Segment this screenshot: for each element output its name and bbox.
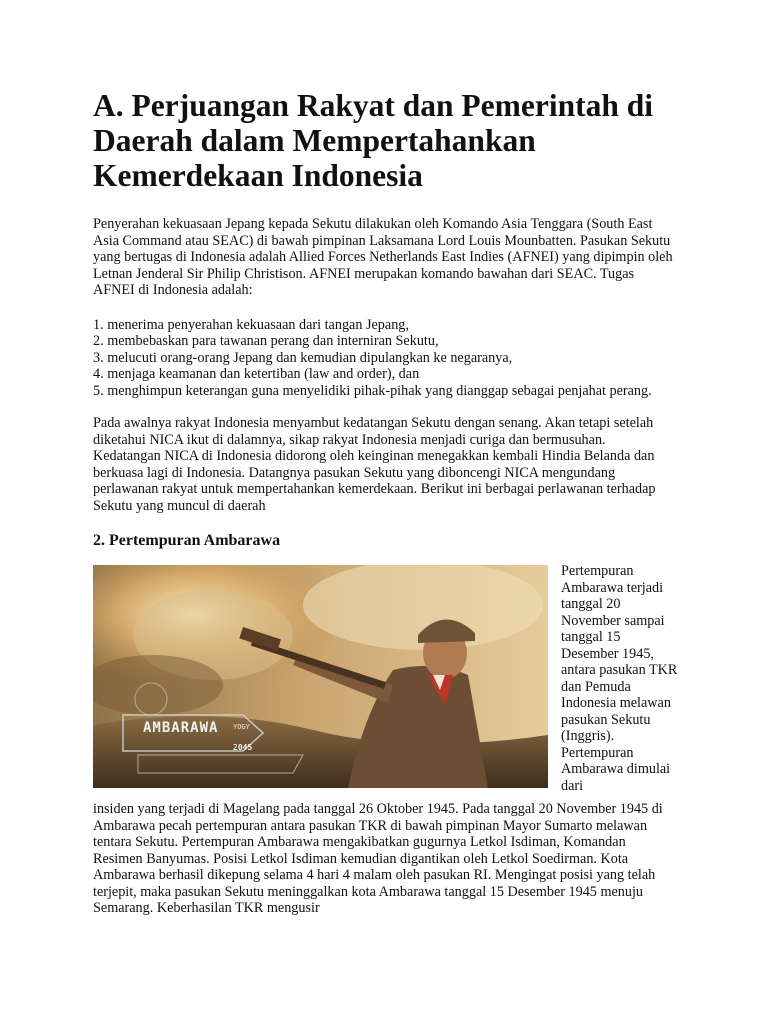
list-item: 3. melucuti orang-orang Jepang dan kemudian dipulangkan ke negaranya, [93, 349, 513, 366]
continuation-paragraph: insiden yang terjadi di Magelang pada tanggal 26 Oktober 1945. Pada tanggal 20 November 1945 di Ambarawa pecah pertempuran antara pasukan TKR di bawah pimpinan Mayor Sumarto melawan tentara Sekutu. Pertempuran Ambarawa mengakibatkan gugurnya Letkol Isdiman, Komandan Resimen Banyumas. Posisi Letkol Isdiman kemudian digantikan oleh Letkol Soedirman. Kota Ambarawa berhasil dikepung selama 4 hari 4 malam oleh pasukan RI. Mengingat posisi yang telah terjepit, maka pasukan Sekutu meninggalkan kota Ambarawa tanggal 15 Desember 1945 menuju Semarang. Keberhasilan TKR mengusir [93, 801, 663, 916]
figure-row [93, 563, 678, 794]
list-item: 5. menghimpun keterangan guna menyelidiki pihak-pihak yang dianggap sebagai penjahat perang. [93, 382, 652, 399]
list-item: 1. menerima penyerahan kekuasaan dari tangan Jepang, [93, 316, 409, 333]
intro-paragraph: Penyerahan kekuasaan Jepang kepada Sekutu dilakukan oleh Komando Asia Tenggara (South East Asia Command atau SEAC) di bawah pimpinan Laksamana Lord Louis Mounbatten. Pasukan Sekutu yang bertugas di Indonesia adalah Allied Forces Netherlands East Indies (AFNEI) yang dipimpin oleh Letnan Jenderal Sir Philip Christison. AFNEI merupakan komando bawahan dari SEAC. Tugas AFNEI di Indonesia adalah: [93, 216, 673, 298]
photo-overlay-title: AMBARAWA [143, 720, 219, 736]
photo-overlay-year: 2045 [233, 743, 253, 752]
nica-paragraph: Pada awalnya rakyat Indonesia menyambut kedatangan Sekutu dengan senang. Akan tetapi setelah diketahui NICA ikut di dalamnya, sikap rakyat Indonesia menjadi curiga dan bermusuhan. Kedatangan NICA di Indonesia didorong oleh keinginan menegakkan kembali Hindia Belanda dan berkuasa lagi di Indonesia. Datangnya pasukan Sekutu yang diboncengi NICA mengundang perlawanan rakyat untuk mempertahankan kemerdekaan. Berikut ini berbagai perlawanan terhadap Sekutu yang muncul di daerah [93, 415, 656, 514]
afnei-task-list [93, 317, 676, 400]
list-item: 4. menjaga keamanan dan ketertiban (law and order), dan [93, 366, 420, 382]
ambarawa-battle-photo [93, 565, 548, 788]
page-title: A. Perjuangan Rakyat dan Pemerintah di Daerah dalam Mempertahankan Kemerdekaan Indonesia [93, 88, 654, 193]
side-column-text: Pertempuran Ambarawa terjadi tanggal 20 November sampai tanggal 15 Desember 1945, antara pasukan TKR dan Pemuda Indonesia melawan pasukan Sekutu (Inggris). Pertempuran Ambarawa dimulai dari [561, 563, 678, 794]
section-heading: 2. Pertempuran Ambarawa [93, 532, 281, 549]
list-item: 2. membebaskan para tawanan perang dan interniran Sekutu, [93, 333, 439, 349]
photo-overlay-small: YOGY [233, 723, 250, 731]
